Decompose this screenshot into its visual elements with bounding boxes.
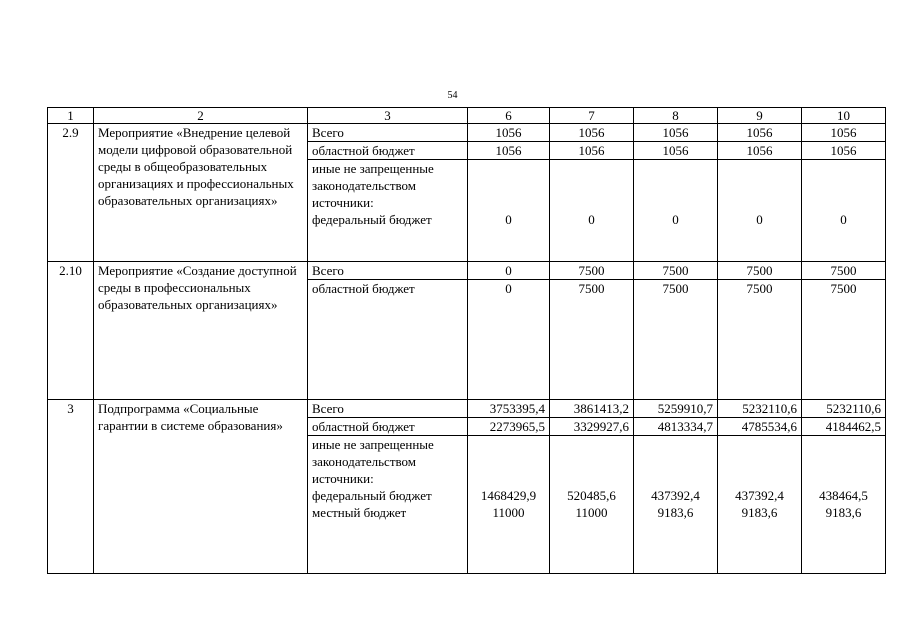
value-cell: 7500: [634, 280, 718, 400]
local-value: 9183,6: [657, 505, 694, 520]
row-number: 2.10: [48, 262, 94, 400]
page-number: 54: [447, 90, 458, 101]
other-sources-label: иные не запрещенные законодательством источники:: [312, 161, 434, 210]
value-cell: 5232110,6: [718, 400, 802, 418]
column-header: 8: [634, 108, 718, 124]
local-value: 9183,6: [825, 505, 862, 520]
source-label: Всего: [308, 400, 468, 418]
value-cell: 7500: [550, 262, 634, 280]
value-cell: 1056: [718, 124, 802, 142]
value-cell: 1056: [718, 142, 802, 160]
value-cell: 7500: [718, 262, 802, 280]
row-name: Мероприятие «Создание доступной среды в профессиональных образовательных организациях»: [94, 262, 308, 400]
value-cell: 3329927,6: [550, 418, 634, 436]
value-cell: 1056: [802, 124, 886, 142]
value-cell: [634, 436, 718, 574]
value-cell: 0: [468, 160, 550, 262]
other-sources-cell: [308, 436, 468, 574]
value-cell: 1056: [550, 124, 634, 142]
header-row: [48, 108, 886, 124]
table-row: [48, 124, 886, 142]
value-cell: 7500: [550, 280, 634, 400]
value-cell: 5232110,6: [802, 400, 886, 418]
value-cell: 4813334,7: [634, 418, 718, 436]
source-label: областной бюджет: [308, 418, 468, 436]
row-number: 2.9: [48, 124, 94, 262]
federal-value: 437392,4: [651, 488, 700, 503]
value-cell: 4785534,6: [718, 418, 802, 436]
value-cell: 1056: [550, 142, 634, 160]
federal-value: 437392,4: [735, 488, 784, 503]
source-label: Всего: [308, 262, 468, 280]
value-cell: 4184462,5: [802, 418, 886, 436]
column-header: 1: [48, 108, 94, 124]
federal-value: 1468429,9: [480, 488, 537, 503]
value-cell: 7500: [802, 262, 886, 280]
value-cell: 0: [634, 160, 718, 262]
value-cell: 3861413,2: [550, 400, 634, 418]
value-cell: 7500: [802, 280, 886, 400]
value-cell: 0: [468, 262, 550, 280]
value-cell: 5259910,7: [634, 400, 718, 418]
value-cell: 1056: [634, 124, 718, 142]
table-row: [48, 262, 886, 280]
other-sources-cell: [308, 160, 468, 262]
source-label: Всего: [308, 124, 468, 142]
federal-label: федеральный бюджет: [312, 212, 432, 227]
value-cell: 1056: [802, 142, 886, 160]
value-cell: 7500: [718, 280, 802, 400]
local-label: местный бюджет: [312, 505, 407, 520]
value-cell: [718, 436, 802, 574]
value-cell: 1056: [468, 124, 550, 142]
column-header: 2: [94, 108, 308, 124]
source-label: областной бюджет: [308, 280, 468, 400]
value-cell: 1056: [468, 142, 550, 160]
row-name: Подпрограмма «Социальные гарантии в системе образования»: [94, 400, 308, 574]
value-cell: [550, 436, 634, 574]
column-header: 6: [468, 108, 550, 124]
other-sources-label: иные не запрещенные законодательством источники:: [312, 437, 434, 486]
column-header: 9: [718, 108, 802, 124]
value-cell: 0: [802, 160, 886, 262]
value-cell: 0: [468, 280, 550, 400]
local-value: 11000: [575, 505, 608, 520]
local-value: 11000: [492, 505, 525, 520]
value-cell: 2273965,5: [468, 418, 550, 436]
local-value: 9183,6: [741, 505, 778, 520]
value-cell: 3753395,4: [468, 400, 550, 418]
value-cell: 7500: [634, 262, 718, 280]
value-cell: 1056: [634, 142, 718, 160]
table-row: [48, 400, 886, 418]
row-name: Мероприятие «Внедрение целевой модели цифровой образовательной среды в общеобразовательных организациях и профессиональных образовательных организациях»: [94, 124, 308, 262]
federal-value: 438464,5: [819, 488, 868, 503]
value-cell: 0: [550, 160, 634, 262]
value-cell: [468, 436, 550, 574]
source-label: областной бюджет: [308, 142, 468, 160]
federal-value: 520485,6: [567, 488, 616, 503]
federal-label: федеральный бюджет: [312, 488, 432, 503]
value-cell: [802, 436, 886, 574]
budget-table: [47, 107, 886, 574]
column-header: 7: [550, 108, 634, 124]
row-number: 3: [48, 400, 94, 574]
value-cell: 0: [718, 160, 802, 262]
column-header: 10: [802, 108, 886, 124]
column-header: 3: [308, 108, 468, 124]
